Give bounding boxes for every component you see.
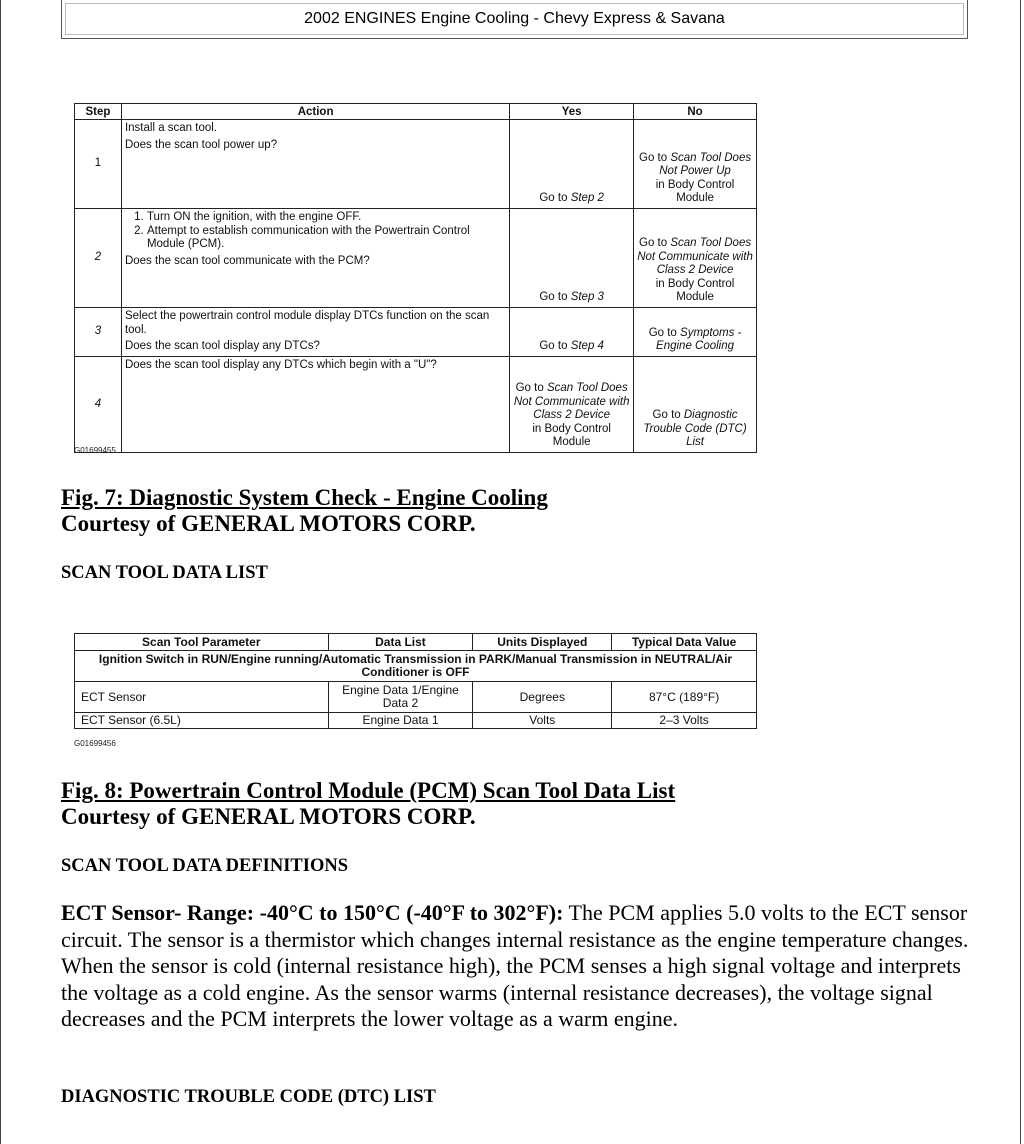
table-row [75,357,757,453]
scan-tool-data-list-table [74,633,757,729]
table-header-row [75,634,757,651]
diagnostic-system-check-table [74,103,757,453]
no-cell: Go to Diagnostic Trouble Code (DTC) List [634,357,757,453]
definition-paragraph [61,900,976,1033]
yes-cell: Go to Step 4 [510,308,634,357]
page-header [61,0,968,39]
figure-courtesy: Courtesy of GENERAL MOTORS CORP. [61,511,476,536]
table-row [75,682,757,713]
table-row [75,209,757,308]
yes-link[interactable]: Step 3 [570,291,604,304]
figure-code: G01699455 [74,446,116,455]
no-cell: Go to Scan Tool Does Not Power Up in Body Control Module [634,120,757,209]
step-number: 2 [75,209,122,308]
figure-code: G01699456 [74,739,116,748]
column-header-step: Step [75,104,122,120]
step-number: 3 [75,308,122,357]
figure-caption [61,778,675,830]
yes-cell: Go to Scan Tool Does Not Communicate with Class 2 Device in Body Control Module [510,357,634,453]
definition-term: ECT Sensor- Range: -40°C to 150°C (-40°F to 302°F): [61,900,564,925]
table-row [75,120,757,209]
action-cell [121,308,509,357]
action-question: Does the scan tool power up? [124,138,278,151]
cell-parameter: ECT Sensor [75,682,329,713]
cell-data-list: Engine Data 1/Engine Data 2 [328,682,473,713]
page-left-border [0,0,1,1144]
table-row [75,713,757,729]
step-number: 4 [75,357,122,453]
column-header-data-list: Data List [328,634,473,651]
section-heading: SCAN TOOL DATA DEFINITIONS [61,856,349,876]
no-link[interactable]: Scan Tool Does Not Power Up [659,151,752,178]
cell-data-list: Engine Data 1 [328,713,473,729]
action-cell [121,209,509,308]
page-right-border [1020,0,1021,1144]
table-header-row [75,104,757,120]
yes-cell: Go to Step 3 [510,209,634,308]
action-item: 1. Turn ON the ignition, with the engine OFF. [147,211,506,225]
section-heading: DIAGNOSTIC TROUBLE CODE (DTC) LIST [61,1087,436,1107]
action-item: 2. Attempt to establish communication with the Powertrain Control Module (PCM). [147,225,506,252]
column-header-action: Action [121,104,509,120]
figure-caption [61,485,548,537]
cell-typical: 87°C (189°F) [612,682,757,713]
action-cell [121,357,509,453]
action-question: Does the scan tool communicate with the PCM? [124,254,370,267]
column-header-parameter: Scan Tool Parameter [75,634,329,651]
cell-units: Degrees [473,682,612,713]
header-title: 2002 ENGINES Engine Cooling - Chevy Express & Savana [65,3,964,35]
no-cell: Go to Symptoms - Engine Cooling [634,308,757,357]
step-number: 1 [75,120,122,209]
condition-banner: Ignition Switch in RUN/Engine running/Automatic Transmission in PARK/Manual Transmission in NEUTRAL/Air Conditioner is OFF [75,651,757,682]
action-text: Install a scan tool. [124,122,218,134]
yes-link[interactable]: Scan Tool Does Not Communicate with Class 2 Device [513,382,630,422]
definition-text: The PCM applies 5.0 volts to the ECT sensor circuit. The sensor is a thermistor which changes internal resistance as the engine temperature changes. When the sensor is cold (internal resistance high), the PCM senses a high signal voltage and interprets the voltage as a cold engine. As the sensor warms (internal resistance decreases), the voltage signal decreases and the PCM interprets the lower voltage as a warm engine. [61,900,969,1031]
action-question: Does the scan tool display any DTCs? [124,340,320,353]
condition-row [75,651,757,682]
figure-title: Fig. 7: Diagnostic System Check - Engine Cooling [61,485,548,510]
table-row [75,308,757,357]
figure-courtesy: Courtesy of GENERAL MOTORS CORP. [61,804,476,829]
yes-link[interactable]: Step 4 [570,340,604,353]
yes-link[interactable]: Step 2 [570,192,604,205]
no-cell: Go to Scan Tool Does Not Communicate with Class 2 Device in Body Control Module [634,209,757,308]
cell-typical: 2–3 Volts [612,713,757,729]
column-header-units: Units Displayed [473,634,612,651]
yes-cell: Go to Step 2 [510,120,634,209]
figure-title: Fig. 8: Powertrain Control Module (PCM) Scan Tool Data List [61,778,676,803]
no-link[interactable]: Scan Tool Does Not Communicate with Class 2 Device [637,237,753,277]
column-header-yes: Yes [510,104,634,120]
action-text: Does the scan tool display any DTCs which begin with a "U"? [124,359,437,371]
no-link[interactable]: Symptoms - Engine Cooling [656,326,742,353]
cell-units: Volts [473,713,612,729]
cell-parameter: ECT Sensor (6.5L) [75,713,329,729]
no-link[interactable]: Diagnostic Trouble Code (DTC) List [643,409,747,449]
section-heading: SCAN TOOL DATA LIST [61,563,268,583]
action-text: Select the powertrain control module display DTCs function on the scan tool. [124,310,490,336]
action-cell [121,120,509,209]
column-header-typical: Typical Data Value [612,634,757,651]
column-header-no: No [634,104,757,120]
